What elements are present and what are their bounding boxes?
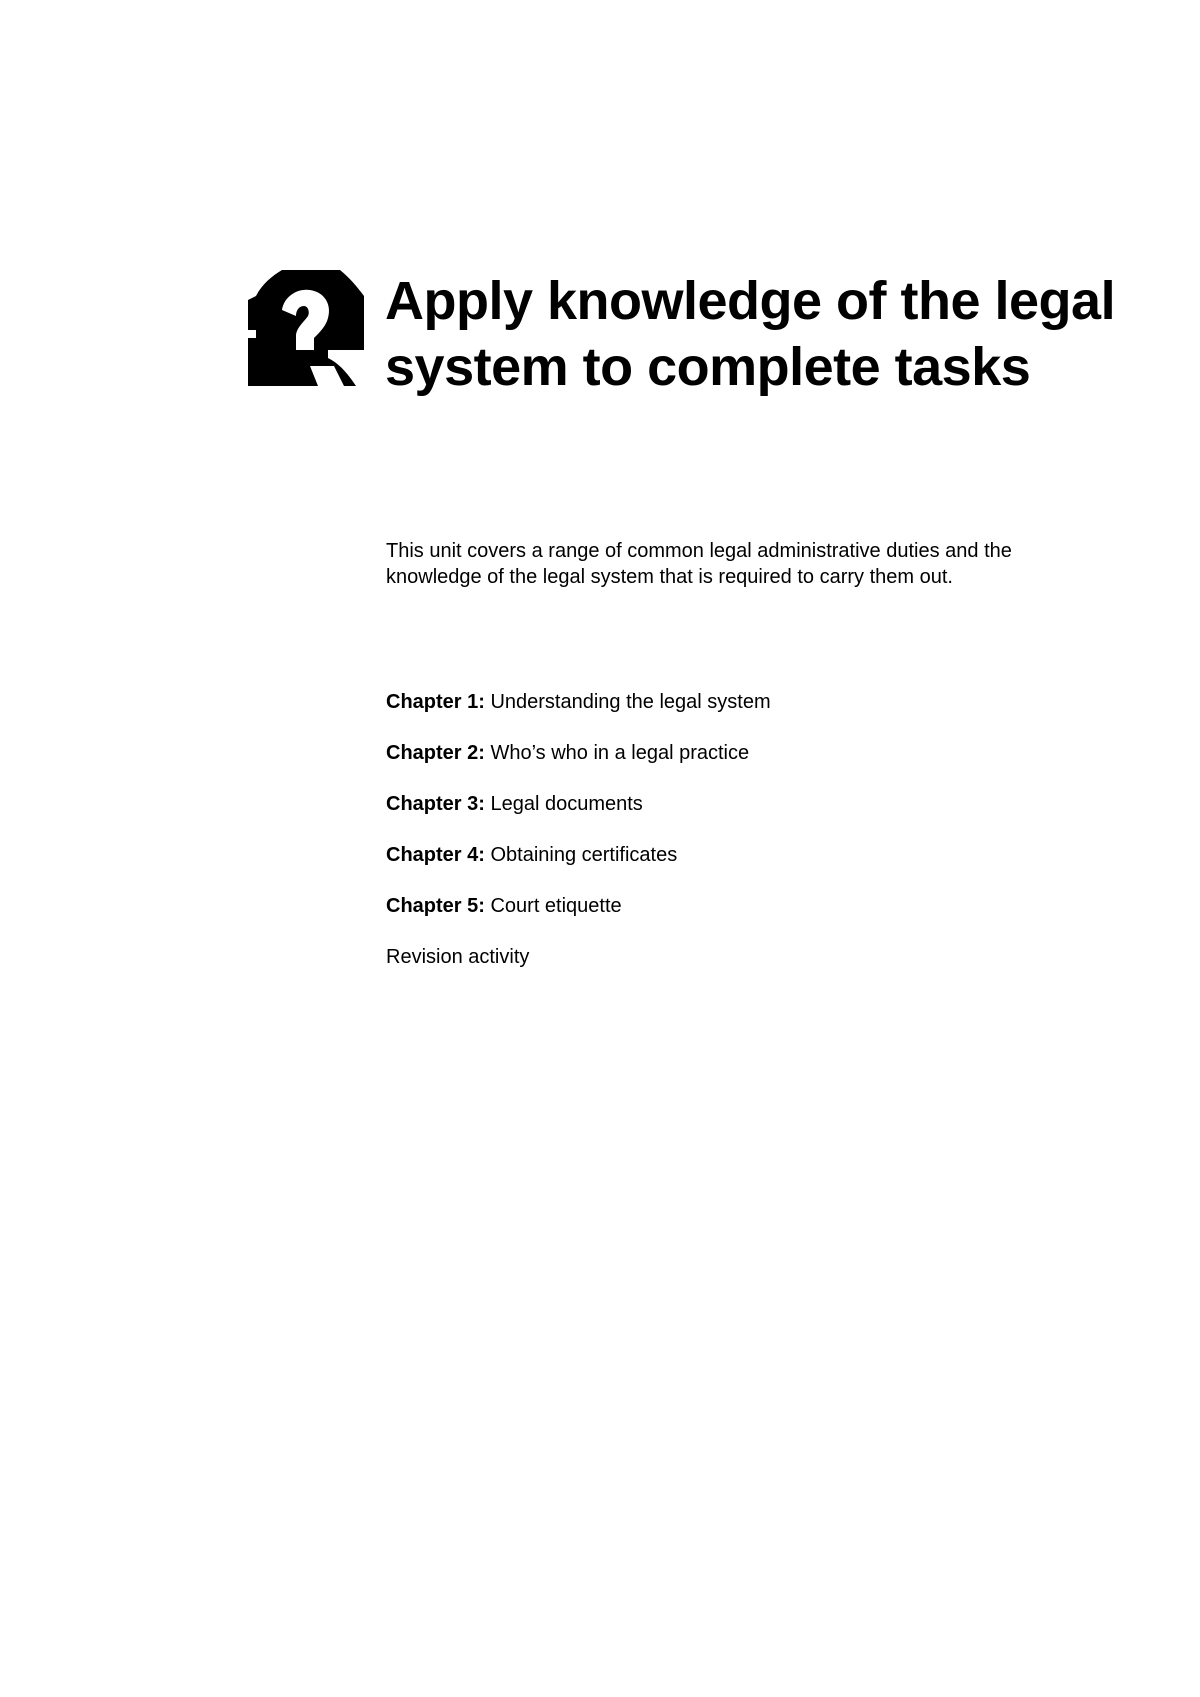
revision-activity-item bbox=[386, 944, 1086, 970]
chapter-title: Understanding the legal system bbox=[484, 691, 771, 713]
chapter-number: Chapter 1: bbox=[386, 691, 485, 713]
chapter-number: Chapter 3: bbox=[386, 793, 485, 815]
unit-number-badge-icon bbox=[248, 270, 364, 386]
chapter-number: Chapter 4: bbox=[386, 844, 485, 866]
chapter-title: Legal documents bbox=[484, 793, 643, 815]
chapter-number: Chapter 5: bbox=[386, 895, 485, 917]
chapter-item-1 bbox=[386, 689, 1086, 715]
chapter-item-2 bbox=[386, 740, 1086, 766]
chapter-title: Revision activity bbox=[386, 946, 530, 968]
chapter-number: Chapter 2: bbox=[386, 742, 485, 764]
chapter-title: Obtaining certificates bbox=[484, 844, 678, 866]
chapter-item-3 bbox=[386, 791, 1086, 817]
chapter-item-5 bbox=[386, 893, 1086, 919]
chapter-list bbox=[386, 689, 1086, 995]
unit-title: Apply knowledge of the legal system to complete tasks bbox=[385, 271, 1116, 397]
chapter-title: Who’s who in a legal practice bbox=[484, 742, 750, 764]
chapter-item-4 bbox=[386, 842, 1086, 868]
chapter-title: Court etiquette bbox=[484, 895, 622, 917]
unit-intro: This unit covers a range of common legal administrative duties and the knowledge of the legal system that is required to carry them out. bbox=[386, 540, 1012, 588]
